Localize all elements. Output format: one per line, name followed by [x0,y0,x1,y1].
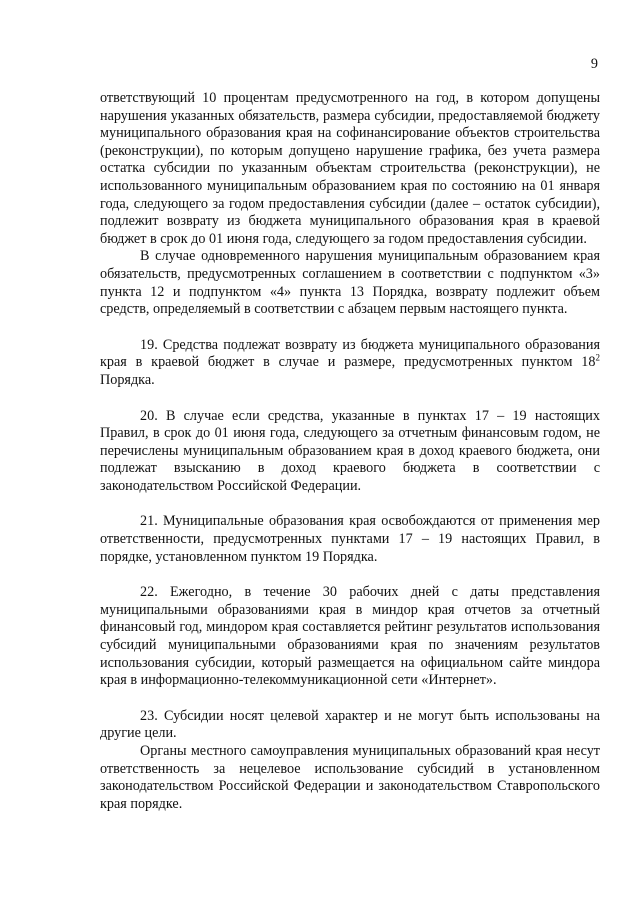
paragraph-gap [100,319,600,337]
paragraph-gap [100,690,600,708]
item-19-text-end: Порядка. [100,371,155,388]
paragraph-gap [100,390,600,408]
paragraph-gap [100,495,600,513]
paragraph-item-19 [100,337,600,390]
item-19-text: 19. Средства подлежат возврату из бюджета муниципального образования края в краевой бюджет в случае и размере, предусмотренных пунктом 18 [100,336,600,371]
page-number: 9 [590,56,598,72]
paragraph-item-20: 20. В случае если средства, указанные в пунктах 17 – 19 настоящих Правил, в срок до 01 июня года, следующего за отчетным финансовым годом, не перечислены муниципальным образованием края в доход краевого бюджета, они подлежат взысканию в доход краевого бюджета в соответствии с законодательством Российской Федерации. [100,407,600,494]
paragraph-item-21: 21. Муниципальные образования края освобождаются от применения мер ответственности, предусмотренных пунктами 17 – 19 настоящих Правил, в порядке, установленном пунктом 19 Порядка. [100,513,600,565]
item-19-superscript: 2 [595,352,600,363]
paragraph-responsibility: Органы местного самоуправления муниципальных образований края несут ответственность за нецелевое использование субсидий в установленном законодательством Российской Федерации и законодательством Ставропольского края порядке. [100,743,600,812]
paragraph-item-22: 22. Ежегодно, в течение 30 рабочих дней с даты представления муниципальными образованиями края в миндор края отчетов за отчетный финансовый год, миндором края составляется рейтинг результатов использования субсидий муниципальными образованиями края по значениям результатов использования субсидии, который размещается на официальном сайте миндора края в информационно-телекоммуникационной сети «Интернет». [100,584,600,689]
paragraph-gap [100,566,600,584]
paragraph-item-23: 23. Субсидии носят целевой характер и не могут быть использованы на другие цели. [100,707,600,742]
document-body [100,90,600,813]
paragraph-p2: В случае одновременного нарушения муниципальным образованием края обязательств, предусмотренных соглашением в соответствии с подпунктом «3» пункта 12 и подпунктом «4» пункта 13 Порядка, возврату подлежит объем средств, определяемый в соответствии с абзацем первым настоящего пункта. [100,248,600,318]
paragraph-p1: ответствующий 10 процентам предусмотренного на год, в котором допущены нарушения указанных обязательств, размера субсидии, предоставляемой бюджету муниципального образования края на софинансирование объектов строительства (реконструкции), по которым допущено нарушение графика, без учета размера остатка субсидии по указанным объектам строительства (реконструкции), не использованного муниципальным образованием края по состоянию на 01 января года, следующего за годом предоставления субсидии (далее – остаток субсидии), подлежит возврату из бюджета муниципального образования края в краевой бюджет в срок до 01 июня года, следующего за годом предоставления субсидии. [100,90,600,247]
